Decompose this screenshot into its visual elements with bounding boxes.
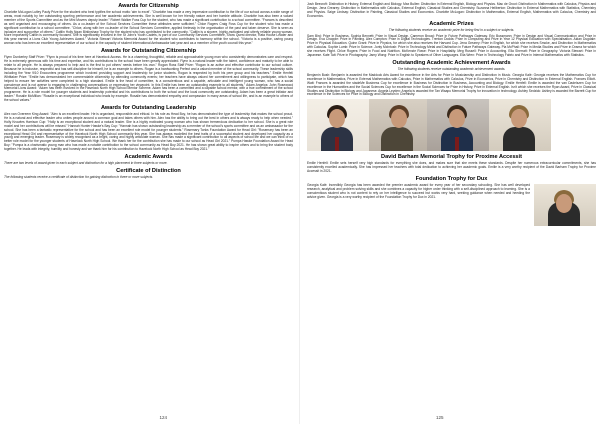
outstanding-achievement-text: Benjamin Bush: Benjamin is awarded the Maddock Arts Award for excellence in the Arts for Prize in Musicianship and Distinction in Music. Georgia Kalé: Georgia receives the Mathematics Cup for excellence in Mathematics, Prize in External Mathematics with Calculus, Prize in Mathematics with Calculus, Prize in Economics, Prize in Chemistry and Distinction in External English. Frances Elliott-Watt: Frances is awarded the stadeMe Business Cup for excellence in Business for Distinction in Business, Accounting and Biology. Emilie Henfell: Emilie is awarded the van Dadelszen Cup for excellence in the Humanities and the Social Sciences Cup for excellence in the Social Sciences for Prize in History, Prize in External English. Isn't which she receives the Ryan Award, Prize in Classical Studies and Distinction in Biology and Japanese. Angela Leyden: Angela is awarded the Tan Waapu Memorial Trophy for innovation in technology. Ashley Sedzick: Ashley is awarded the Barrett Cup for excellence in the Sciences for Prize in Biology and Distinction in Chemistry. — [307, 72, 596, 97]
academic-prizes-lead: The following students receive an academic prize for being first in a subject or subjects. — [388, 27, 515, 32]
page-gutter — [299, 0, 300, 424]
outstanding-citizenship-heading: Awards for Outstanding Citizenship — [101, 48, 196, 55]
dux-photo — [534, 184, 596, 226]
outstanding-achievement-lead: The following students receive outstanding academic achievement awards. — [397, 66, 506, 71]
proxime-accessit-heading: David Barham Memorial Trophy for Proxime Accessit — [381, 154, 522, 161]
page-number-left: 124 — [159, 415, 167, 420]
outstanding-leadership-heading: Awards for Outstanding Leadership — [100, 105, 196, 112]
dux-heading: Foundation Trophy for Dux — [415, 176, 488, 183]
dux-block — [307, 184, 596, 226]
right-page — [303, 0, 600, 424]
outstanding-citizenship-text: Flynn Dunkerley Staff Prize: "Flynn is proud of his time here at Havelock Access. He is a charming, thoughtful, reliable and approachable young man who consistently demonstrates care and respect. He is extremely generous with his time and expertise, and his contributions to the school have been greatly appreciated. Flynn is a natural leader with the talent, confidence and maturity to be able to relate to all people. He is always prepared to help and is the first to put others' needs before his own." Rogan Ross Staff Prize: "Rogan is an active and effective contributor to our school culture. Because he is inclusive, respectful and has self-discipline for himself, he is an example to others. Rogan is a hardworking Prefect and a valued member of the school community. These leadership skills including the Year 9/10 Encounters programme which involved providing support and leadership for junior students. Rogan is respected by both his peer group and his teachers." Emilie Henfell Whittaker Prize: "Emilie has demonstrated her commendable citizenship by attending community events; her teachers have always valued her commitment and willingness to participate, which has helped to ensure her activities were completed to a high standard. Emilie is the head of committee, is a conscientious and a capable, articulate and intelligent young woman, who has a social conscience and is not averse to engaging in challenging conversations or expressing her viewpoint. In this Emilie has been an outstanding example to all students." Adam Angelos: John Rosewood Memorial Lions Award: "Adam has been involved in the Havelock North High School Mentor Scheme. Adam has been a committed and a capable school mentor, with a true commitment of the school programme. He is a role model for younger students and leadership potential and his contributions to both the school and the local community are outstanding. Adam has been a great initiator and leader." Rosalie McMillan: "Rosalie is an exceptional individual who leads by example. Rosalie has demonstrated empathy and compassion in many areas of school life, and is an example to others of the school values." — [4, 55, 293, 103]
distinction-continued-text: Josh Beecroft: Distinction in History, External English and Biology. Max Bullen: Distinction in External English, Biology and Physics. Mac de Groot: Distinction in Mathematics with Calculus, Physics and Design. Jena Grearey: Distinction in Mathematics with Calculus, External English, Classical Studies and Chemistry. Suzanna Heilberton: Distinction in External Mathematics with Statistics, Chemistry and Physics. Saige Lindsay: Distinction in Painting, Classical Studies and Economics. Charlotte McLogan: Distinction in Mathematics, External English, Mathematics with Calculus, Chemistry and Economics. — [307, 2, 596, 18]
academic-awards-text: There are two levels of award given in each subject and distinction for a high placement in three subjects or more. — [4, 161, 168, 166]
student-photo — [427, 99, 489, 151]
citizenship-text: Charlotte McLogan Lutley Pauly Prize for the student who best typifies the school motto 'aim to excel'. "Charlotte has made a very impressive contribution to the life of our school across a wide range of areas, most notably by her outstanding sporting performance and her academic achievements. She is well known for her friendly nature and her humble attitude. Charlotte has also been a valued member of the Sports Committee and as the Mini Movers deputy leader." Robert Walker Foss Cup for the student, who has made a significant contribution to a school committee. "Frances is described as well organised and encouraging of others. As a co-leader of the School Services Committee these attributes were sufficient." Chloe Rogers Craig Foss Cup for the student who has made a significant contribution to a school committee. "Chloe, along with her co-leader of the School Services Committee, applied tirelessly in the organisation of the past and taken deserve. She is seen as inclusive and supportive of others." Caitlin Holly Ngan Birkinshaw Trophy for the student who has contributed to the community. "Caitlin is a sincere, highly-motivated and utterly reliable young woman. More importantly Caitlin is community focused. She is significantly involved in the St John's Youth Cadets, is part of our Community Services Committee, Show Quest director, Rata House Leader and this year earned a Lions Club Young Achievers Award." Victoria Stewart Victoria Memorial Award for the student who contributes to harmony within the school. "Victoria is a positive, caring young woman who has been an excellent representative of our school in the capacity of student International Ambassador last year and as a member of the youth council this year." — [4, 10, 293, 46]
page-number-right: 125 — [436, 415, 444, 420]
citizenship-heading: Awards for Citizenship — [118, 3, 179, 9]
academic-prizes-heading: Academic Prizes — [429, 20, 474, 27]
student-photo — [369, 99, 427, 151]
certificate-distinction-text: The following students receive a certificate of distinction for gaining distinction in three or more subjects. — [4, 175, 154, 179]
proxime-accessit-text: Emilie Henfell: Emilie sets herself very high standards for everything she does, and makes sure that she meets these standards. Despite her numerous extracurricular commitments, she has consistently excelled academically. She has impressed her teachers with total dedication to achieving her academic goals. Emilie is a very worthy recipient of the David Barham Trophy for Proxime Accessit in 2021. — [307, 161, 596, 174]
student-photo-row — [307, 99, 596, 151]
outstanding-achievement-heading: Outstanding Academic Achievement Awards — [392, 59, 511, 66]
student-photo — [489, 99, 551, 151]
dux-text: Georgia Kalé: Incredibly Georgia has been awarded the premier academic award for every year of her secondary schooling. She has well developed research, analytical and problem solving skills and she combines a capacity for higher order thinking with a self-disciplined approach to learning. She is a conscientious student who is not content to rely on her intelligence to succeed but works very hard, seeking guidance when needed and heeding the advice given. Georgia is a very worthy recipient of the Foundation Trophy for Dux in 2021. — [307, 183, 530, 199]
student-photo — [307, 99, 369, 151]
left-page — [0, 0, 297, 424]
academic-awards-heading: Academic Awards — [124, 154, 173, 161]
academic-prizes-text: Sam Bird: Prize in Business. Sophia Bennett: Prize in Visual Design. Cameron Broad: Prize in Future Pathways Gateway. Eric Bussmann: Prize in Design and Visual Communication and Prize in Design. Eva Chapple: Prize in Painting. Alex Compton: Prize in Digital Technologies. Trenton Dodds: Prize in Computing and Prize in Year 12 Physical Education with Specialisation. Aidan Dugdale: Prize in Physical Education. Quinn Grant: Prize in Physics, for which she also receives the Harvard Cup. Jena Grearey: Prize in English, for which she receives Smoke, and Distinction in Mathematics with Calculus. Sophie Lumb: Prize in Science. Jonty McIntosh: Prize in Technology Metal and Distinction in Future Pathways Gateway. Pia McPhail: Prize in Media Studies and Prize in Drama for which she receives Flight. Chloe Rogers: Prize in Food and Nutrition. McKenzie Rowe: Prize in Hospitality. Meg Russell: Prize in Accounting. Ella Sherratt: Prize in Geography. Victoria Stewart: Prize in Japanese. Kate Tait: Prize in Photography. Jamy Wong: Prize in English to Speakers of Other Languages. Ella Wren: Prize in Technology Fabric and Prize in Internal Mathematics with Statistics. — [307, 33, 596, 58]
outstanding-leadership-text: Alex van Overeem King Award: "Alex is an excellent leader. He is organised, responsible and ethical. In his role as Head Boy, he has demonstrated the type of leadership that makes the school proud. He is a natural and effective leader who unites people around a common goal and takes others with him. Alex has the ability to bring out the best in others and is always ready to help when needed." Holly Knowles Harrison Cup: "Holly is an exceptional student and a natural leader. She is a highly motivated young woman who has shown tremendous dedication to her school. She is a great role model and her contributions will be missed." Hannah Hunter Hawke's Bay Cup: "Hannah has shown outstanding leadership as a member of the school's sports committee and as an ambassador for the school. She has been a fantastic representative for the school and has been an excellent role model for younger students." Rosemary Tonks Foundation Award for Head Girl: "Rosemary has been an exceptional Head Girl and representative of the Havelock North High School community this year. She has always modelled the best traits of a successful student and developed her capacity as a young and emerging leader. Rosemary is widely recognised as a bright, caring and highly articulate woman. She has made a significant contribution to all aspects of school life and we can think of no better role model for the younger students of Havelock North High School. We thank her for the contribution she has made to our school as Head Girl 2021." Pumpa Hawke Foundation Award for Head Boy: "Pumpa is a charismatic young man who has made a notable contribution to the school community as Head Boy 2021. He has shown great ability to inspire others and to bring the student body together. He leads with integrity, humility and honesty and we thank him for his contribution to Havelock North High School as Head Boy 2021." — [4, 112, 293, 152]
certificate-distinction-heading: Certificate of Distinction — [116, 168, 181, 174]
